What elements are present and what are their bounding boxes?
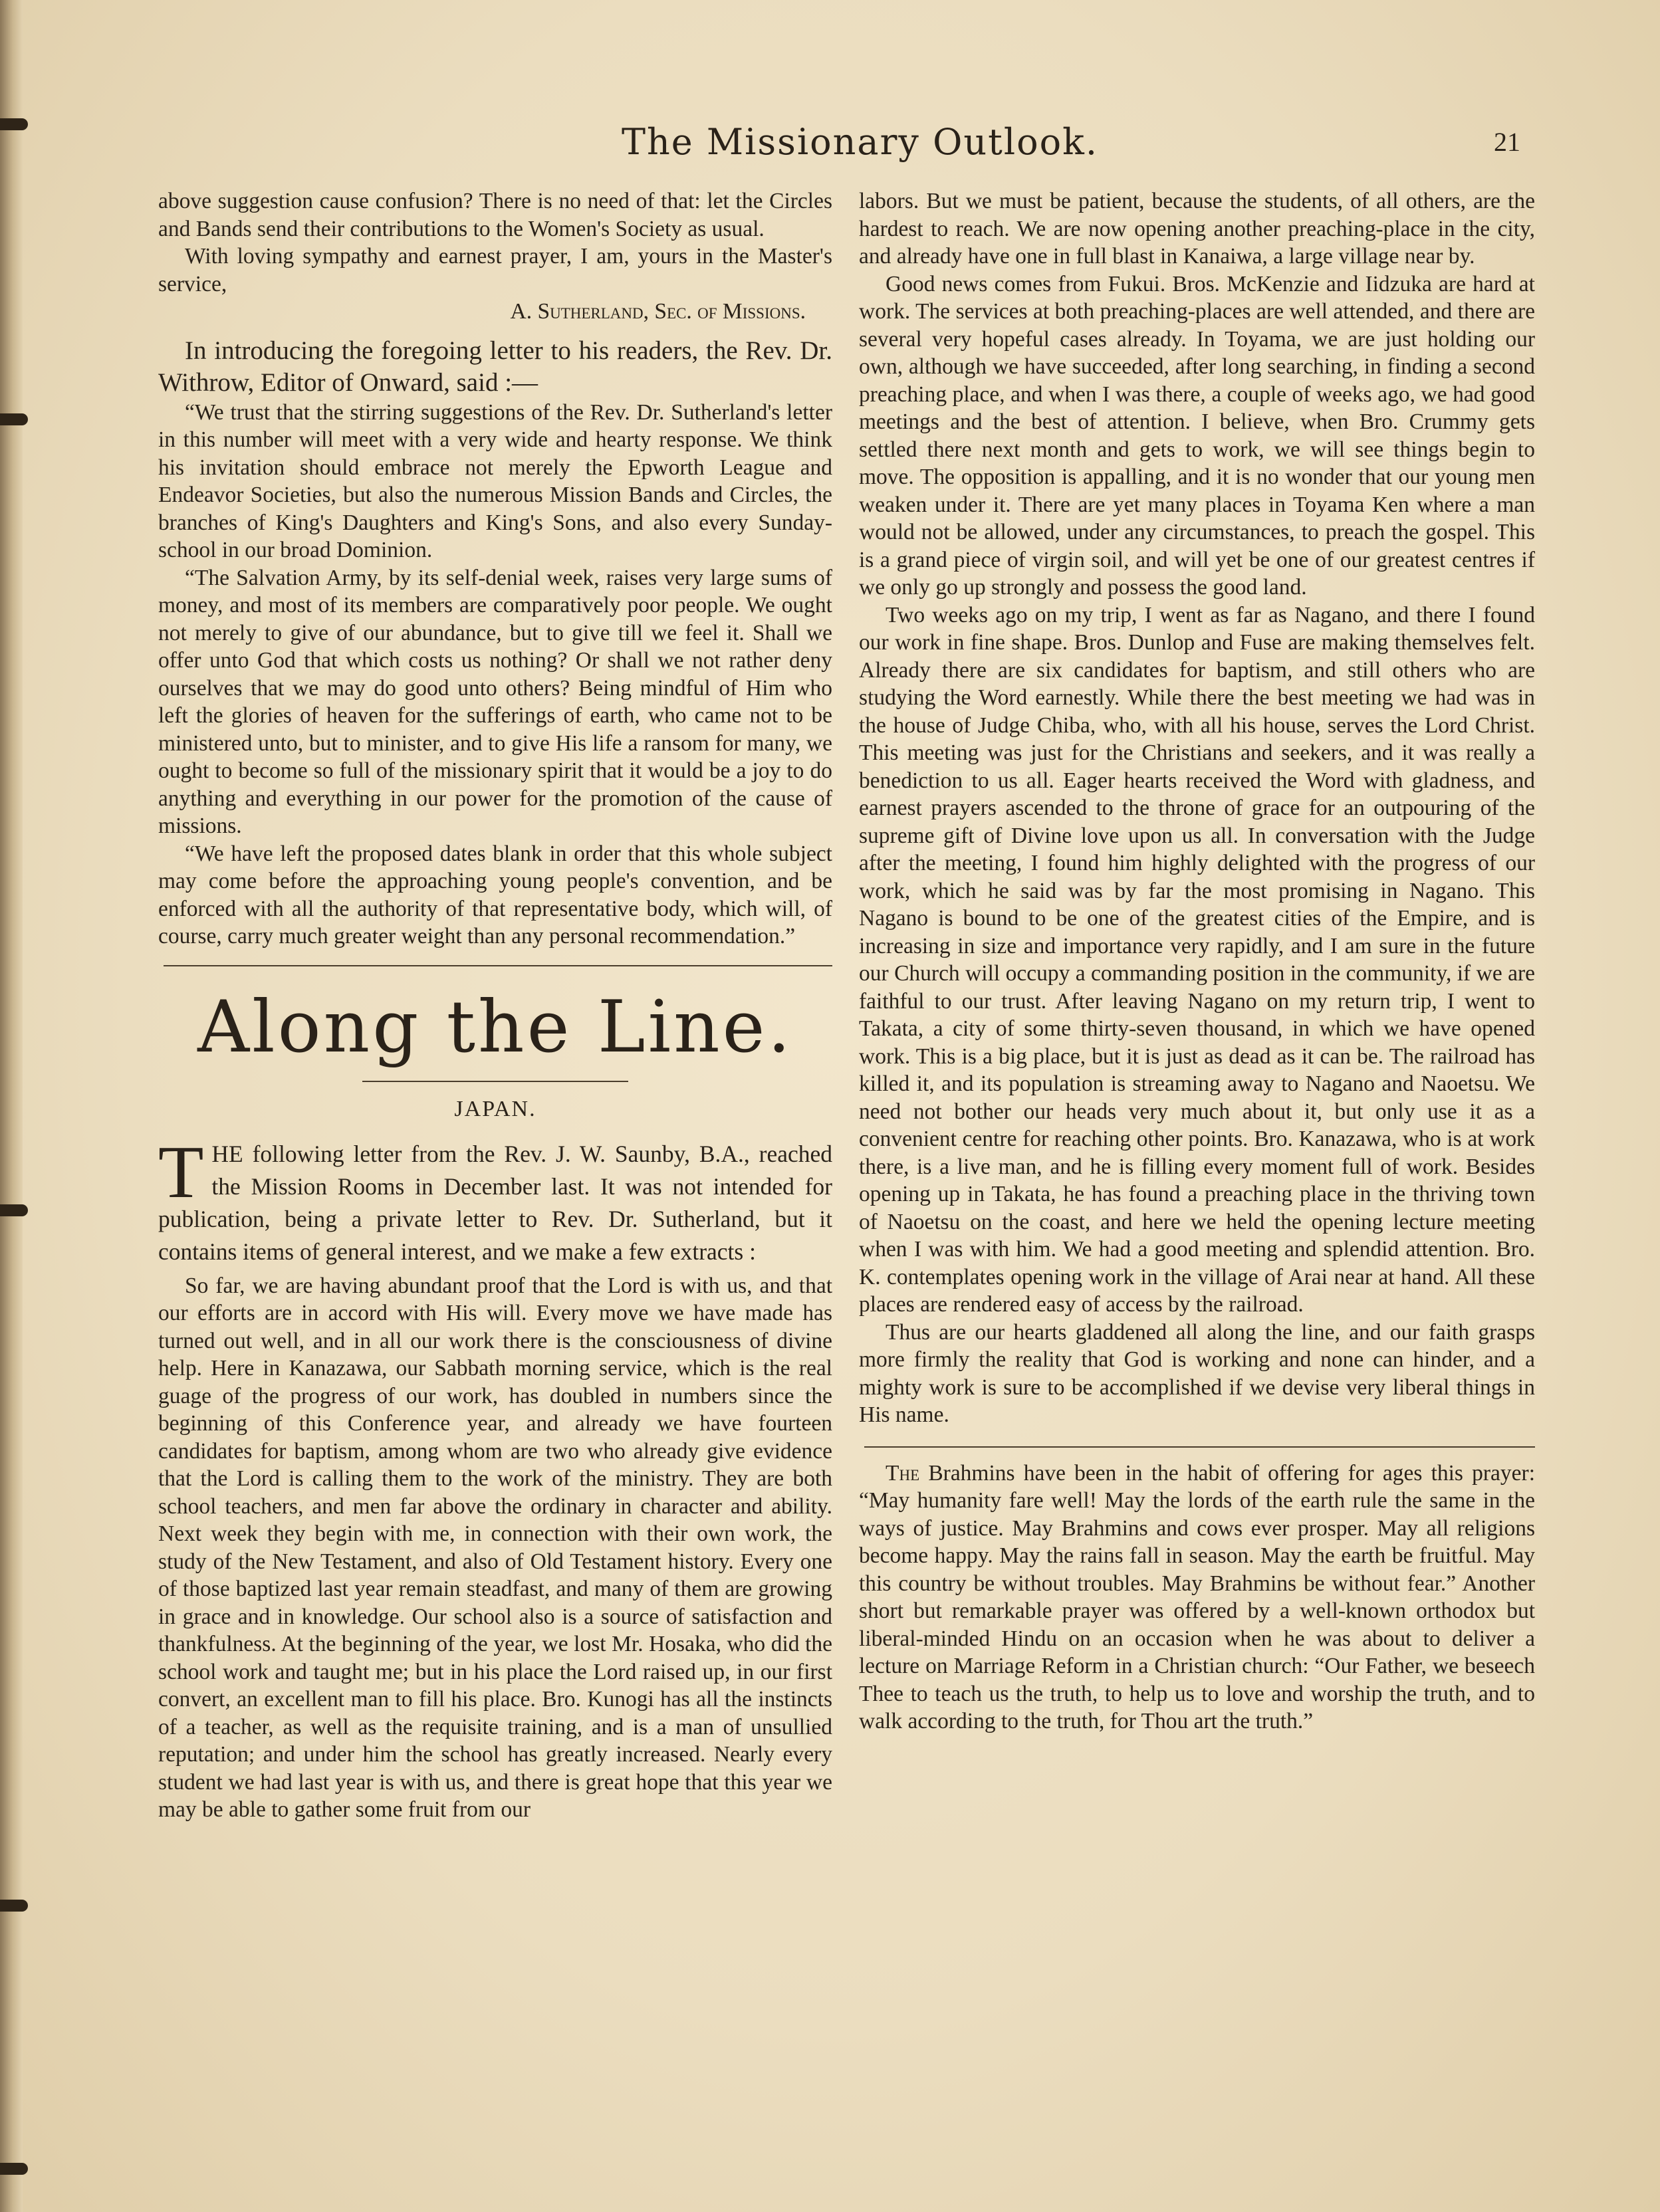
binding-stitch [0, 1204, 28, 1216]
section-divider [164, 965, 832, 966]
paragraph: Thus are our hearts gladdened all along the line, and our faith grasps more firmly the reality that God is working and none can hinder, and a mighty work is sure to be accomplished if we devise very liberal things in His name. [859, 1319, 1535, 1427]
intro-paragraph: THE following letter from the Rev. J. W. Saunby, B.A., reached the Mission Rooms in December last. It was not intended for publication, being a private letter to Rev. Dr. Sutherland, but it contains items of general interest, and we make a few extracts : [158, 1131, 832, 1265]
signature-line: A. Sutherland, Sec. of Missions. [510, 299, 806, 324]
section-divider [864, 1446, 1535, 1448]
right-column [859, 187, 1535, 1735]
binding-stitch [0, 2163, 28, 2175]
binding-stitch [0, 1900, 28, 1912]
paragraph: Two weeks ago on my trip, I went as far as Nagano, and there I found our work in fine shape. Bros. Dunlop and Fuse are making themselves felt. Already there are six candidates for baptism, and still others who are studying the Word earnestly. While there the best meeting we had was in the house of Judge Chiba, who, with all his house, serves the Lord Christ. This meeting was just for the Christians and seekers, and it was really a benediction to us all. Eager hearts received the Word with gladness, and earnest prayers ascended to the throne of grace for an outpouring of the supreme gift of Divine love upon us all. In conversation with the Judge after the meeting, I found him highly delighted with the progress of our work, which he said was by far the most promising in Nagano. This Nagano is bound to be one of the greatest cities of the Empire, and is increasing in size and importance very rapidly, and I am sure in the future our Church will occupy a commanding position in the community, if we are faithful to our trust. After leaving Nagano on my return trip, I went to Takata, a city of some thirty-seven thousand, in which we have opened work. This is a big place, but it is just as dead as it can be. The railroad has killed it, and its population is streaming away to Nagano and Naoetsu. We need not bother our heads very much about it, but only use it as a convenient centre for reaching other points. Bro. Kanazawa, who is at work there, is a live man, and he is filling every moment full of work. Besides opening up in Takata, he has found a preaching place in the thriving town of Naoetsu on the coast, and here we held the opening lecture meeting when I was with him. We had a good meeting and splendid attention. Bro. K. contemplates opening work in the village of Arai near at hand. All these places are rendered easy of access by the railroad. [859, 602, 1535, 1317]
paragraph: Good news comes from Fukui. Bros. McKenzie and Iidzuka are hard at work. The services at both preaching-places are well attended, and there are several very hopeful cases already. In Toyama, we are just holding our own, although we have succeeded, after long searching, in finding a second preaching place, and when I was there, a couple of weeks ago, we had good meetings and the best of attention. I believe, when Bro. Crummy gets settled there next month and gets to work, we will see things begin to move. The opposition is appalling, and it is no wonder that our young men weaken under it. There are yet many places in Toyama Ken where a man would not be allowed, under any circumstances, to preach the gospel. This is a grand piece of virgin soil, and will yet be one of our greatest centres if we only go up strongly and possess the good land. [859, 271, 1535, 600]
title-rule [362, 1081, 628, 1082]
quote-paragraph: “The Salvation Army, by its self-denial week, raises very large sums of money, and most of its members are comparatively poor people. We ought not merely to give of our abundance, but to give till we feel it. Shall we offer unto God that which costs us nothing? Or shall we not rather deny ourselves that we may do good unto others? Being mindful of Him who left the glories of heaven for the sufferings of earth, who came not to be ministered unto, but to minister, and to give His life a ransom for many, we ought to become so full of the missionary spirit that it would be a joy to do anything and everything in our power for the promotion of the cause of missions. [158, 565, 832, 838]
paragraph: The Brahmins have been in the habit of offering for ages this prayer: “May humanity fare well! May the lords of the earth rule the same in the ways of justice. May Brahmins and cows ever prosper. May all religions become happy. May the rains fall in season. May the earth be fruitful. May this country be without troubles. May Brahmins be without fear.” Another short but remarkable prayer was offered by a well-known orthodox but liberal-minded Hindu on an occasion when he was about to deliver a lecture on Marriage Reform in a Christian church: “Our Father, we beseech Thee to teach us the truth, to help us to love and worship the truth, and to walk according to the truth, for Thou art the truth.” [859, 1460, 1535, 1733]
left-column [158, 187, 832, 1824]
paragraph: labors. But we must be patient, because the students, of all others, are the hardest to reach. We are now opening another preaching-place in the city, and already have one in full blast in Kanaiwa, a large village near by. [859, 189, 1535, 269]
paragraph-lead: In introducing the foregoing letter to his readers, the Rev. Dr. Withrow, Editor of Onward, said :— [158, 336, 832, 397]
quote-paragraph: “We have left the proposed dates blank in order that this whole subject may come before the approaching young people's convention, and be enforced with all the authority of that representative body, which will, of course, carry much greater weight than any personal recommendation.” [158, 841, 832, 948]
binding-stitch [0, 413, 28, 425]
page-header [160, 121, 1560, 174]
binding-stitch [0, 118, 28, 130]
section-subtitle: JAPAN. [454, 1096, 536, 1121]
paragraph: above suggestion cause confusion? There is no need of that: let the Circles and Bands send their contributions to the Women's Society as usual. [158, 189, 832, 241]
section-title: Along the Line. [197, 985, 793, 1069]
paragraph: So far, we are having abundant proof that the Lord is with us, and that our efforts are in accord with His will. Every move we have made has turned out well, and in all our work there is the consciousness of divine help. Here in Kanazawa, our Sabbath morning service, which is the real guage of the progress of our work, has doubled in numbers since the beginning of this Conference year, and already we have fourteen candidates for baptism, among whom are two who already give evidence that the Lord is calling them to the work of the ministry. They are both school teachers, and men far above the ordinary in character and ability. Next week they begin with me, in connection with their own work, the study of the New Testament, and also of Old Testament history. Every one of those baptized last year remain steadfast, and many of them are growing in grace and in knowledge. Our school also is a source of satisfaction and thankfulness. At the beginning of the year, we lost Mr. Hosaka, who did the school work and taught me; but in his place the Lord raised up, in our first convert, an excellent man to fill his place. Bro. Kunogi has all the instincts of a teacher, as well as the requisite training, and is a man of unsullied reputation; and under him the school has greatly increased. Nearly every student we had last year is with us, and there is great hope that this year we may be able to gather some fruit from our [158, 1273, 832, 1822]
drop-cap: T [158, 1131, 204, 1214]
paragraph: With loving sympathy and earnest prayer, I am, yours in the Master's service, [158, 244, 832, 296]
page-number: 21 [1494, 127, 1520, 157]
quote-paragraph: “We trust that the stirring suggestions of the Rev. Dr. Sutherland's letter in this number will meet with a very wide and hearty response. We think his invitation should embrace not merely the Epworth League and Endeavor Societies, but also the numerous Mission Bands and Circles, the branches of King's Daughters and King's Sons, and also every Sunday-school in our broad Dominion. [158, 399, 832, 562]
running-title: The Missionary Outlook. [621, 121, 1099, 163]
page-binding-edge [0, 0, 23, 2212]
